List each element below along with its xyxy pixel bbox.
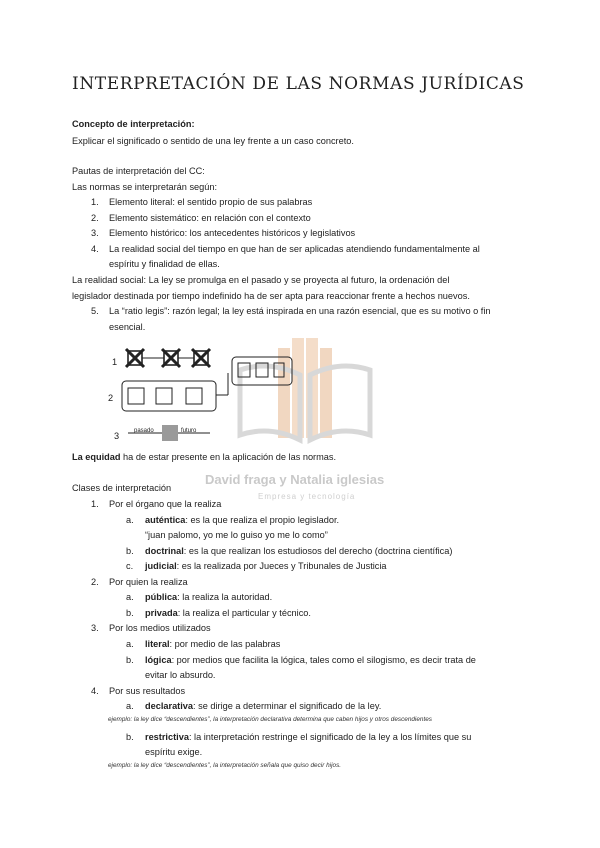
clase-3b-text: : por medios que facilita la lógica, tales como el silogismo, es decir trata de [171, 655, 476, 665]
clase-1c-text: : es la realizada por Jueces y Tribunales de Justicia [176, 561, 387, 571]
clase-3b-letter: b. [126, 655, 134, 665]
clase-4a [145, 700, 381, 712]
example-1: ejemplo: la ley dice “descendientes”, la interpretación declarativa determina que caben hijos y otros descendientes [108, 716, 432, 723]
clase-1b-text: : es la que realizan los estudiosos del derecho (doctrina científica) [183, 546, 453, 556]
clase-3b [145, 654, 476, 666]
clase-1b-letter: b. [126, 546, 134, 556]
clase-2b-text: : la realiza el particular y técnico. [177, 608, 311, 618]
clase-4b-cont: espíritu exige. [145, 747, 203, 757]
diagram-label-3: 3 [114, 431, 120, 441]
pauta-num-5: 5. [91, 306, 99, 316]
pauta-num-4: 4. [91, 244, 99, 254]
realidad-line-2: legislador destinada por tiempo indefinido ha de ser apta para reaccionar frente a hechos nuevos. [72, 291, 470, 301]
clase-1b [145, 545, 452, 557]
equidad-bold: La equidad [72, 452, 121, 462]
clase-2b-letter: b. [126, 608, 134, 618]
realidad-line-1: La realidad social: La ley se promulga en el pasado y se proyecta al futuro, la ordenación del [72, 275, 450, 285]
diagram-label-1: 1 [112, 357, 118, 367]
watermark-sub: Empresa y tecnología [258, 492, 356, 501]
concepto-text: Explicar el significado o sentido de una ley frente a un caso concreto. [72, 136, 354, 146]
clase-2b-term: privada [145, 608, 178, 618]
equidad-line [72, 451, 336, 463]
pauta-item-4-cont: espíritu y finalidad de ellas. [109, 259, 220, 269]
clase-4b-letter: b. [126, 732, 134, 742]
clase-1c-term: judicial [145, 561, 177, 571]
pauta-num-3: 3. [91, 228, 99, 238]
pautas-heading: Pautas de interpretación del CC: [72, 166, 205, 176]
clase-4a-term: declarativa [145, 701, 194, 711]
clase-3a-term: literal [145, 639, 170, 649]
clase-3b-term: lógica [145, 655, 172, 665]
clase-2a [145, 591, 272, 603]
pauta-item-2: Elemento sistemático: en relación con el contexto [109, 213, 311, 223]
clase-4b-text: : la interpretación restringe el significado de la ley a los límites que su [188, 732, 472, 742]
clase-2a-term: pública [145, 592, 178, 602]
clase-2a-letter: a. [126, 592, 134, 602]
x-box-2 [162, 349, 180, 367]
clase-4a-letter: a. [126, 701, 134, 711]
pauta-item-5: La “ratio legis”: razón legal; la ley está inspirada en una razón esencial, que es su motivo o fin [109, 306, 491, 316]
pauta-item-1: Elemento literal: el sentido propio de sus palabras [109, 197, 313, 207]
clase-4: Por sus resultados [109, 686, 186, 696]
pauta-item-4: La realidad social del tiempo en que han de ser aplicadas atendiendo fundamentalmente al [109, 244, 480, 254]
watermark-name: David fraga y Natalia iglesias [205, 472, 385, 487]
clase-4a-text: : se dirige a determinar el significado de la ley. [193, 701, 382, 711]
x-box-1 [126, 349, 144, 367]
clase-1b-term: doctrinal [145, 546, 184, 556]
page-title: INTERPRETACIÓN DE LAS NORMAS JURÍDICAS [72, 74, 525, 94]
clase-3a-text: : por medio de las palabras [169, 639, 281, 649]
clase-3: Por los medios utilizados [109, 623, 211, 633]
timeline-pasado: pasado [134, 428, 154, 434]
clase-4b [145, 731, 471, 743]
pauta-item-5-cont: esencial. [109, 322, 146, 332]
clase-num-3: 3. [91, 623, 99, 633]
clase-1c-letter: c. [126, 561, 134, 571]
clase-1a-text: : es la que realiza el propio legislador. [185, 515, 340, 525]
clase-1a [145, 514, 339, 526]
pauta-num-2: 2. [91, 213, 99, 223]
clase-1a-term: auténtica [145, 515, 186, 525]
diagram-label-2: 2 [108, 393, 114, 403]
clases-heading: Clases de interpretación [72, 483, 172, 493]
clase-3a [145, 638, 280, 650]
concepto-heading: Concepto de interpretación: [72, 119, 195, 129]
clase-2: Por quien la realiza [109, 577, 188, 587]
clase-2b [145, 607, 311, 619]
x-box-3 [192, 349, 210, 367]
clase-3b-cont: evitar lo absurdo. [145, 670, 216, 680]
clase-1a-quote: “juan palomo, yo me lo guiso yo me lo como” [145, 530, 328, 540]
clase-1a-letter: a. [126, 515, 134, 525]
pautas-intro: Las normas se interpretarán según: [72, 182, 218, 192]
pauta-num-1: 1. [91, 197, 99, 207]
clase-1c [145, 560, 387, 572]
clase-num-4: 4. [91, 686, 99, 696]
clase-num-1: 1. [91, 499, 99, 509]
pauta-item-3: Elemento histórico: los antecedentes históricos y legislativos [109, 228, 356, 238]
clase-3a-letter: a. [126, 639, 134, 649]
clase-2a-text: : la realiza la autoridad. [177, 592, 273, 602]
equidad-rest: ha de estar presente en la aplicación de las normas. [120, 452, 337, 462]
clase-4b-term: restrictiva [145, 732, 189, 742]
timeline-futuro: futuro [181, 428, 197, 434]
clase-num-2: 2. [91, 577, 99, 587]
example-2: ejemplo: la ley dice “descendientes”, la interpretación señala que quiso decir hijos. [108, 762, 342, 769]
clase-1: Por el órgano que la realiza [109, 499, 222, 509]
